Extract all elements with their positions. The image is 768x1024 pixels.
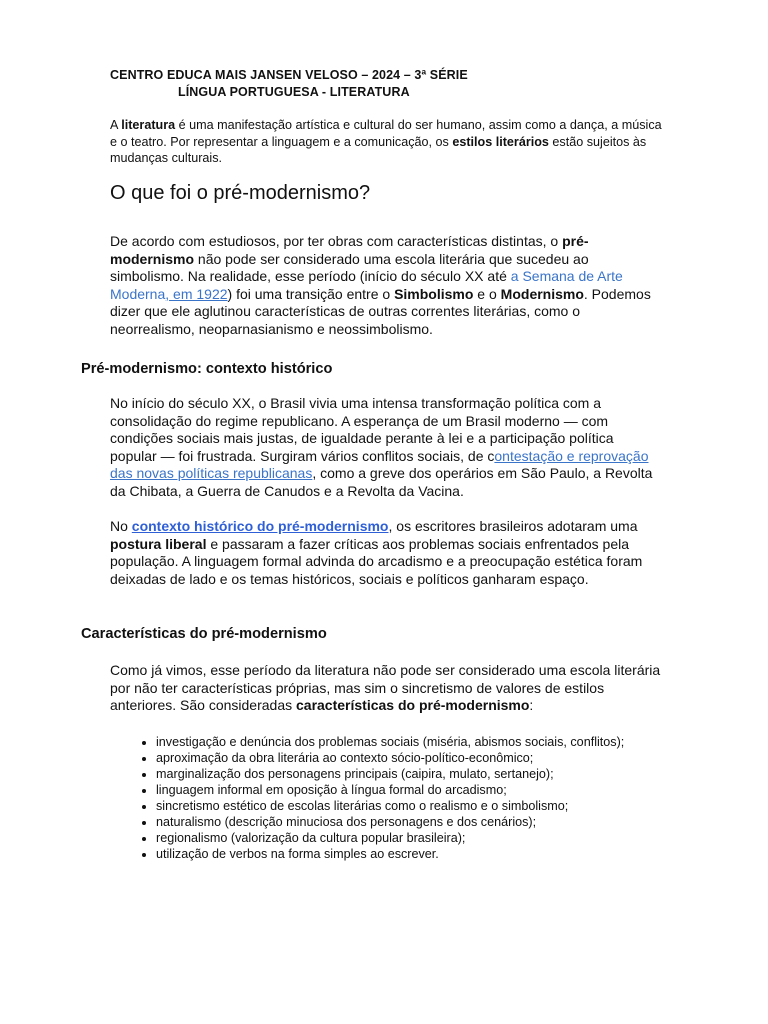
intro-paragraph	[110, 117, 670, 167]
intro-text-3: estão sujeitos às mudanças culturais.	[110, 134, 647, 165]
p4-text-2: :	[529, 697, 534, 713]
intro-bold-literatura: literatura	[121, 118, 176, 132]
section-heading-characteristics: Características do pré-modernismo	[81, 626, 327, 642]
p1-bold-simbolismo: Simbolismo	[394, 285, 474, 302]
p1-text-3: ) foi uma transição entre o	[227, 285, 395, 302]
p3-text-2: , os escritores brasileiros adotaram uma	[388, 518, 638, 534]
intro-bold-estilos: estilos literários	[452, 134, 549, 149]
list-item: • linguagem informal em oposição à língua formal do arcadismo;	[156, 782, 626, 798]
list-item: • aproximação da obra literária ao contexto sócio-político-econômico;	[156, 750, 626, 766]
list-item: • sincretismo estético de escolas literárias como o realismo e o simbolismo;	[156, 798, 626, 814]
intro-text-1: A	[110, 118, 122, 132]
p1-bold-modernismo: Modernismo	[500, 285, 584, 302]
p3-text-3: e passaram a fazer críticas aos problemas sociais enfrentados pela população. A linguagem formal advinda do arcadismo e a preocupação estética foram deixadas de lado e os temas históricos, sociais e políticos ganharam espaço.	[110, 535, 643, 587]
p2-text-2: , como a greve dos operários em São Paulo, a Revolta da Chibata, a Guerra de Canudos e a Revolta da Vacina.	[110, 465, 653, 499]
characteristics-list	[130, 734, 626, 862]
school-header: CENTRO EDUCA MAIS JANSEN VELOSO – 2024 – 3ª SÉRIE	[110, 68, 468, 82]
p4-text-1: Como já vimos, esse período da literatura não pode ser considerado uma escola literária por não ter características próprias, mas sim o sincretismo de valores de estilos anteriores. São consideradas	[110, 662, 661, 713]
list-item: • marginalização dos personagens principais (caipira, mulato, sertanejo);	[156, 766, 626, 782]
p1-text-2: não pode ser considerado uma escola literária que sucedeu ao simbolismo. Na realidade, esse período (início do século XX até	[110, 250, 589, 284]
contestacao-link[interactable]: ontestação e reprovação das novas políticas republicanas	[110, 447, 649, 481]
p2-text-1: No início do século XX, o Brasil vivia uma intensa transformação política com a consolidação do regime republicano. A esperança de um Brasil moderno — com condições sociais mais justas, de igualdade perante à lei e a participação política popular — foi frustrada. Surgiram vários conflitos sociais, de c	[110, 395, 614, 464]
p1-text-1: De acordo com estudiosos, por ter obras com características distintas, o	[110, 233, 563, 249]
p3-text-1: No	[110, 518, 132, 534]
p4-bold-caracteristicas: características do pré-modernismo	[296, 697, 530, 713]
section-heading-context: Pré-modernismo: contexto histórico	[81, 361, 333, 377]
definition-paragraph	[110, 233, 662, 338]
list-item: • investigação e denúncia dos problemas sociais (miséria, abismos sociais, conflitos);	[156, 734, 626, 750]
p1-bold-premodernismo: pré-modernismo	[110, 233, 589, 267]
context-paragraph	[110, 395, 662, 500]
page-title: O que foi o pré-modernismo?	[110, 182, 371, 204]
p3-bold-postura-liberal: postura liberal	[110, 535, 207, 552]
contexto-historico-link[interactable]: contexto histórico do pré-modernismo	[131, 518, 389, 534]
list-item: • naturalismo (descrição minuciosa dos personagens e dos cenários);	[156, 814, 626, 830]
characteristics-paragraph	[110, 662, 662, 715]
subject-header: LÍNGUA PORTUGUESA - LITERATURA	[178, 85, 410, 99]
p1-text-5: . Podemos dizer que ele aglutinou características de outras correntes literárias, como o neorrealismo, neoparnasianismo e neossimbolismo.	[110, 285, 651, 337]
em-1922-link[interactable]: , em 1922	[165, 285, 228, 302]
intro-text-2: é uma manifestação artística e cultural do ser humano, assim como a dança, a música e o teatro. Por representar a linguagem e a comunicação, os	[110, 118, 662, 149]
list-item: • utilização de verbos na forma simples ao escrever.	[156, 846, 626, 862]
p1-text-4: e o	[473, 285, 501, 302]
writers-paragraph	[110, 518, 662, 588]
list-item: • regionalismo (valorização da cultura popular brasileira);	[156, 830, 626, 846]
semana-arte-moderna-link[interactable]: a Semana de Arte Moderna	[110, 268, 623, 302]
